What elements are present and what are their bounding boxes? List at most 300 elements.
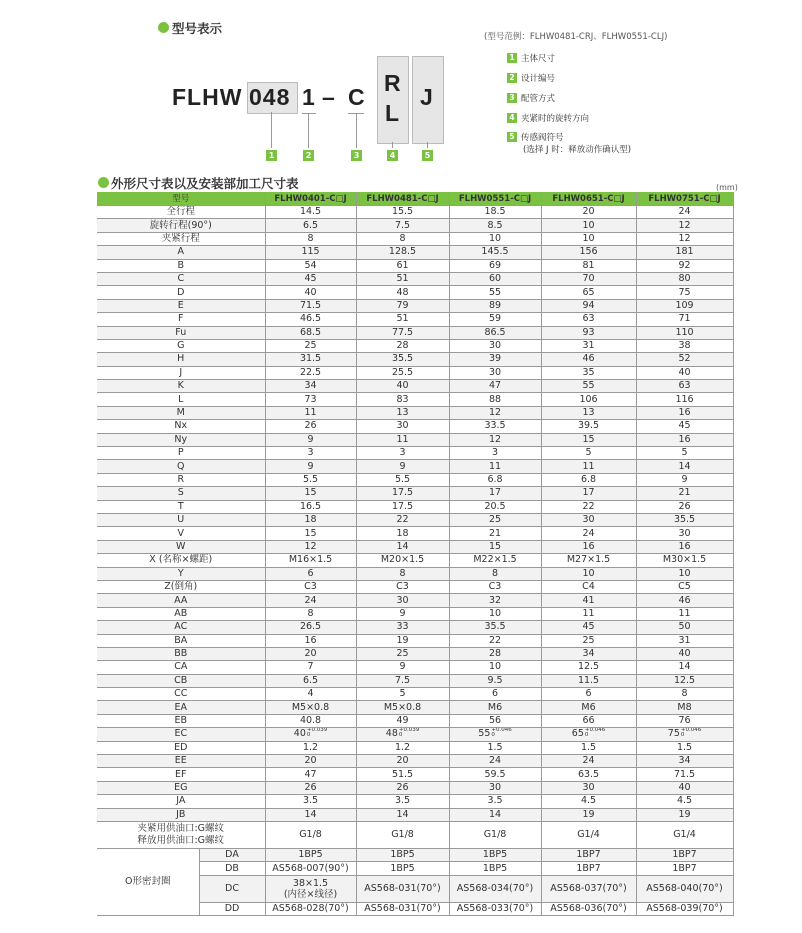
tolerance-lower: 0	[680, 732, 685, 739]
row-label: AC	[97, 621, 265, 634]
table-row	[97, 848, 733, 861]
table-cell: 20	[541, 206, 636, 219]
row-label: A	[97, 246, 265, 259]
table-cell: 31	[541, 339, 636, 352]
table-cell: 22	[541, 500, 636, 513]
row-label: 旋转行程(90°)	[97, 219, 265, 232]
table-cell: 59.5	[449, 768, 541, 781]
table-cell: 80	[636, 272, 733, 285]
row-label: V	[97, 527, 265, 540]
table-cell: 10	[449, 232, 541, 245]
table-cell	[265, 728, 356, 741]
table-row	[97, 795, 733, 808]
table-cell: 51	[356, 272, 449, 285]
table-cell: 65	[541, 286, 636, 299]
table-cell: 30	[356, 594, 449, 607]
row-label: U	[97, 513, 265, 526]
row-label: Fu	[97, 326, 265, 339]
table-cell: 10	[449, 607, 541, 620]
table-row	[97, 661, 733, 674]
row-label: 全行程	[97, 206, 265, 219]
row-label: P	[97, 447, 265, 460]
table-cell: 63	[541, 313, 636, 326]
table-cell: 5	[356, 688, 449, 701]
table-cell: 3	[265, 447, 356, 460]
callout-number: 1	[266, 150, 277, 161]
table-row	[97, 634, 733, 647]
table-cell: M16×1.5	[265, 554, 356, 567]
row-sublabel: DA	[199, 848, 265, 861]
table-cell: 8	[265, 607, 356, 620]
table-cell: 14.5	[265, 206, 356, 219]
table-row	[97, 701, 733, 714]
table-cell: 14	[356, 808, 449, 821]
table-cell: 15.5	[356, 206, 449, 219]
table-cell: 109	[636, 299, 733, 312]
table-row	[97, 406, 733, 419]
row-sublabel: DD	[199, 902, 265, 915]
row-sublabel: DB	[199, 862, 265, 875]
table-cell: 3	[356, 447, 449, 460]
table-row	[97, 286, 733, 299]
table-cell: 3	[449, 447, 541, 460]
row-label: Nx	[97, 420, 265, 433]
table-cell: 14	[449, 808, 541, 821]
row-label: D	[97, 286, 265, 299]
table-cell: 17.5	[356, 487, 449, 500]
row-label: T	[97, 500, 265, 513]
table-cell: 16	[265, 634, 356, 647]
table-cell: 25	[541, 634, 636, 647]
legend-text: 夹紧时的旋转方向	[521, 114, 590, 124]
table-cell: 6.8	[449, 473, 541, 486]
table-cell: 17	[541, 487, 636, 500]
table-cell: 15	[265, 487, 356, 500]
table-cell: 50	[636, 621, 733, 634]
section-title-dimensions: 外形尺寸表以及安装部加工尺寸表	[111, 176, 299, 191]
row-label: X (名称×螺距)	[97, 554, 265, 567]
table-cell: 1BP5	[356, 862, 449, 875]
table-cell: 35.5	[636, 513, 733, 526]
table-row	[97, 259, 733, 272]
legend-item	[507, 72, 555, 84]
row-sublabel: DC	[199, 875, 265, 902]
table-cell: 21	[449, 527, 541, 540]
table-row	[97, 768, 733, 781]
legend-text: 传感阀符号	[521, 133, 564, 143]
table-cell: AS568-034(70°)	[449, 875, 541, 902]
leader-line	[356, 114, 357, 148]
table-cell: 32	[449, 594, 541, 607]
table-cell: 26.5	[265, 621, 356, 634]
table-cell: C5	[636, 580, 733, 593]
table-cell: 1.2	[265, 741, 356, 754]
table-cell: 15	[265, 527, 356, 540]
table-cell: AS568-033(70°)	[449, 902, 541, 915]
table-row	[97, 741, 733, 754]
row-label: CB	[97, 674, 265, 687]
table-cell: 6	[265, 567, 356, 580]
table-cell: G1/8	[265, 821, 356, 848]
table-cell: M5×0.8	[356, 701, 449, 714]
table-cell: 40	[636, 781, 733, 794]
tolerance-value: 65	[571, 728, 584, 740]
table-cell: 20	[265, 755, 356, 768]
row-label: H	[97, 353, 265, 366]
table-row	[97, 781, 733, 794]
table-cell	[356, 728, 449, 741]
table-cell: 26	[356, 781, 449, 794]
table-cell: 71.5	[265, 299, 356, 312]
table-cell: 46.5	[265, 313, 356, 326]
table-row	[97, 232, 733, 245]
table-cell: 1BP7	[636, 848, 733, 861]
table-cell: 5	[541, 447, 636, 460]
table-cell: 12	[265, 540, 356, 553]
table-row	[97, 433, 733, 446]
row-label: ED	[97, 741, 265, 754]
table-cell: 1BP5	[356, 848, 449, 861]
row-label: EE	[97, 755, 265, 768]
table-cell: 5	[636, 447, 733, 460]
table-cell: 31.5	[265, 353, 356, 366]
table-cell: M30×1.5	[636, 554, 733, 567]
table-cell: G1/8	[449, 821, 541, 848]
row-label: CA	[97, 661, 265, 674]
table-cell: 30	[541, 781, 636, 794]
tolerance-lower: 0	[306, 732, 311, 739]
dimension-table	[97, 192, 734, 916]
table-cell: 93	[541, 326, 636, 339]
table-cell: 12.5	[636, 674, 733, 687]
table-cell	[636, 728, 733, 741]
table-cell: 40	[636, 366, 733, 379]
table-row	[97, 420, 733, 433]
table-cell: 10	[541, 232, 636, 245]
table-cell: 12.5	[541, 661, 636, 674]
table-cell: 10	[636, 567, 733, 580]
table-row	[97, 272, 733, 285]
table-cell: AS568-036(70°)	[541, 902, 636, 915]
table-cell: 59	[449, 313, 541, 326]
row-label: R	[97, 473, 265, 486]
table-cell: 86.5	[449, 326, 541, 339]
table-cell: 156	[541, 246, 636, 259]
table-cell: 116	[636, 393, 733, 406]
table-cell: 12	[636, 232, 733, 245]
table-cell: 30	[636, 527, 733, 540]
row-label: B	[97, 259, 265, 272]
table-cell: 46	[541, 353, 636, 366]
table-cell: 34	[636, 755, 733, 768]
table-row	[97, 755, 733, 768]
table-cell: 45	[541, 621, 636, 634]
model-dash: –	[322, 84, 336, 110]
row-label	[97, 821, 265, 848]
table-cell: 39	[449, 353, 541, 366]
callout-number: 2	[303, 150, 314, 161]
table-row	[97, 473, 733, 486]
table-cell: 69	[449, 259, 541, 272]
table-row	[97, 380, 733, 393]
table-cell: 34	[541, 647, 636, 660]
table-cell: 63.5	[541, 768, 636, 781]
table-cell: 94	[541, 299, 636, 312]
table-row	[97, 353, 733, 366]
table-cell: 76	[636, 714, 733, 727]
table-cell: 4.5	[541, 795, 636, 808]
table-cell: 25	[265, 339, 356, 352]
table-cell: 9	[356, 661, 449, 674]
table-cell: 20.5	[449, 500, 541, 513]
table-cell: 4	[265, 688, 356, 701]
row-group-label: O形密封圈	[97, 848, 199, 915]
table-row	[97, 594, 733, 607]
table-cell: 61	[356, 259, 449, 272]
port-label-release: 释放用供油口:G螺纹	[137, 834, 225, 846]
row-label: AA	[97, 594, 265, 607]
table-row	[97, 808, 733, 821]
table-row	[97, 527, 733, 540]
table-row	[97, 540, 733, 553]
table-cell: 39.5	[541, 420, 636, 433]
table-cell: 19	[541, 808, 636, 821]
table-cell: 11	[636, 607, 733, 620]
table-cell: 10	[449, 661, 541, 674]
table-cell: 30	[356, 420, 449, 433]
table-cell: 11	[541, 460, 636, 473]
table-cell: 71.5	[636, 768, 733, 781]
tolerance-upper: +0.039	[398, 727, 420, 734]
table-cell: 20	[356, 755, 449, 768]
table-cell: 1BP5	[449, 848, 541, 861]
table-cell: 11	[541, 607, 636, 620]
table-cell: AS568-040(70°)	[636, 875, 733, 902]
table-cell: 9.5	[449, 674, 541, 687]
table-cell: 77.5	[356, 326, 449, 339]
oring-size: 38×1.5	[292, 877, 329, 889]
legend-note: (选择 J 时：释放动作确认型)	[523, 145, 632, 155]
table-cell: 33	[356, 621, 449, 634]
table-cell: 3.5	[356, 795, 449, 808]
callout-number: 3	[351, 150, 362, 161]
row-label: BA	[97, 634, 265, 647]
table-header-row	[97, 192, 733, 206]
table-cell: 33.5	[449, 420, 541, 433]
row-label: JA	[97, 795, 265, 808]
table-row	[97, 728, 733, 741]
table-cell: 7	[265, 661, 356, 674]
table-cell: 54	[265, 259, 356, 272]
table-cell	[541, 728, 636, 741]
table-cell: 66	[541, 714, 636, 727]
table-cell: 35	[541, 366, 636, 379]
bullet-dot-icon	[98, 177, 109, 188]
table-row	[97, 500, 733, 513]
model-prefix: FLHW	[172, 84, 243, 110]
table-cell: M22×1.5	[449, 554, 541, 567]
model-size: 048	[249, 84, 291, 110]
table-cell: 34	[265, 380, 356, 393]
row-label: J	[97, 366, 265, 379]
table-cell: 1BP5	[449, 862, 541, 875]
table-cell: 9	[265, 460, 356, 473]
legend-item	[507, 92, 555, 104]
table-cell: 60	[449, 272, 541, 285]
table-row	[97, 447, 733, 460]
legend-number: 2	[507, 73, 517, 83]
table-row	[97, 366, 733, 379]
table-cell: 16	[636, 540, 733, 553]
table-cell: 8	[449, 567, 541, 580]
table-cell: 12	[449, 433, 541, 446]
table-cell: 3.5	[265, 795, 356, 808]
table-cell: C3	[356, 580, 449, 593]
table-cell: 25.5	[356, 366, 449, 379]
legend-item	[507, 112, 589, 124]
table-cell: 1BP7	[541, 848, 636, 861]
row-label: AB	[97, 607, 265, 620]
table-cell: 30	[449, 339, 541, 352]
table-cell: AS568-028(70°)	[265, 902, 356, 915]
table-cell: 6	[541, 688, 636, 701]
table-row	[97, 714, 733, 727]
tolerance-value: 48	[385, 728, 398, 740]
table-row	[97, 393, 733, 406]
table-cell: 19	[356, 634, 449, 647]
table-row	[97, 580, 733, 593]
table-cell: AS568-039(70°)	[636, 902, 733, 915]
table-cell: 25	[449, 513, 541, 526]
table-cell: 20	[265, 647, 356, 660]
tolerance-lower: 0	[491, 732, 495, 739]
table-cell: 55	[541, 380, 636, 393]
table-cell: 106	[541, 393, 636, 406]
table-cell: 24	[541, 527, 636, 540]
tolerance-lower: 0	[398, 732, 403, 739]
row-label: EB	[97, 714, 265, 727]
table-cell: 1.5	[449, 741, 541, 754]
table-row	[97, 821, 733, 848]
table-cell: 40.8	[265, 714, 356, 727]
table-cell: 26	[265, 781, 356, 794]
table-cell: 31	[636, 634, 733, 647]
table-cell: C3	[265, 580, 356, 593]
table-cell: 49	[356, 714, 449, 727]
table-cell: M8	[636, 701, 733, 714]
table-cell: 16	[636, 433, 733, 446]
row-label: EC	[97, 728, 265, 741]
table-cell: 16.5	[265, 500, 356, 513]
column-header: FLHW0401-C□J	[265, 192, 356, 206]
row-label: EG	[97, 781, 265, 794]
table-cell: 48	[356, 286, 449, 299]
table-cell: 6.5	[265, 219, 356, 232]
table-cell: 68.5	[265, 326, 356, 339]
table-row	[97, 487, 733, 500]
table-cell: 22.5	[265, 366, 356, 379]
table-cell: 14	[636, 661, 733, 674]
table-cell: G1/4	[636, 821, 733, 848]
table-cell: 24	[636, 206, 733, 219]
table-cell: 63	[636, 380, 733, 393]
table-cell: 13	[356, 406, 449, 419]
table-cell: 40	[265, 286, 356, 299]
table-cell: 75	[636, 286, 733, 299]
model-sensor: J	[420, 84, 434, 110]
row-label: E	[97, 299, 265, 312]
table-cell: 55	[449, 286, 541, 299]
leader-line	[271, 112, 272, 148]
table-cell: C4	[541, 580, 636, 593]
table-cell: M20×1.5	[356, 554, 449, 567]
tolerance-range	[585, 728, 605, 738]
table-cell: AS568-031(70°)	[356, 902, 449, 915]
table-cell: 1BP5	[265, 848, 356, 861]
table-cell	[449, 728, 541, 741]
table-cell: 51	[356, 313, 449, 326]
table-cell: 4.5	[636, 795, 733, 808]
row-label: EA	[97, 701, 265, 714]
table-cell: 28	[356, 339, 449, 352]
legend-number: 5	[507, 132, 517, 142]
table-row	[97, 326, 733, 339]
table-cell: 14	[636, 460, 733, 473]
table-row	[97, 567, 733, 580]
row-label: K	[97, 380, 265, 393]
row-label: Q	[97, 460, 265, 473]
table-cell: 21	[636, 487, 733, 500]
table-row	[97, 313, 733, 326]
table-cell: 16	[541, 540, 636, 553]
tolerance-value: 75	[667, 728, 680, 740]
table-cell: 56	[449, 714, 541, 727]
table-cell: 47	[265, 768, 356, 781]
table-cell: 38	[636, 339, 733, 352]
legend-item	[507, 131, 564, 143]
table-cell: 35.5	[449, 621, 541, 634]
table-cell: 12	[449, 406, 541, 419]
table-cell: 70	[541, 272, 636, 285]
table-cell: 110	[636, 326, 733, 339]
tolerance-upper: +0.039	[306, 727, 328, 734]
tolerance-range	[399, 728, 419, 738]
table-cell: 45	[265, 272, 356, 285]
table-cell: 8.5	[449, 219, 541, 232]
table-cell: 25	[356, 647, 449, 660]
table-cell: 16	[636, 406, 733, 419]
table-cell: 1.5	[636, 741, 733, 754]
table-cell: 83	[356, 393, 449, 406]
row-label: W	[97, 540, 265, 553]
table-cell: 5.5	[356, 473, 449, 486]
legend-text: 主体尺寸	[521, 54, 556, 64]
table-cell: 11.5	[541, 674, 636, 687]
tolerance-value: 40	[293, 728, 306, 740]
table-row	[97, 460, 733, 473]
table-cell: 30	[541, 513, 636, 526]
table-row	[97, 621, 733, 634]
table-cell: 10	[541, 567, 636, 580]
tolerance-range	[491, 728, 511, 738]
table-row	[97, 219, 733, 232]
table-cell: 128.5	[356, 246, 449, 259]
table-row	[97, 688, 733, 701]
bullet-dot-icon	[158, 22, 169, 33]
tolerance-lower: 0	[584, 732, 589, 739]
table-cell: 11	[265, 406, 356, 419]
table-cell: 18	[356, 527, 449, 540]
